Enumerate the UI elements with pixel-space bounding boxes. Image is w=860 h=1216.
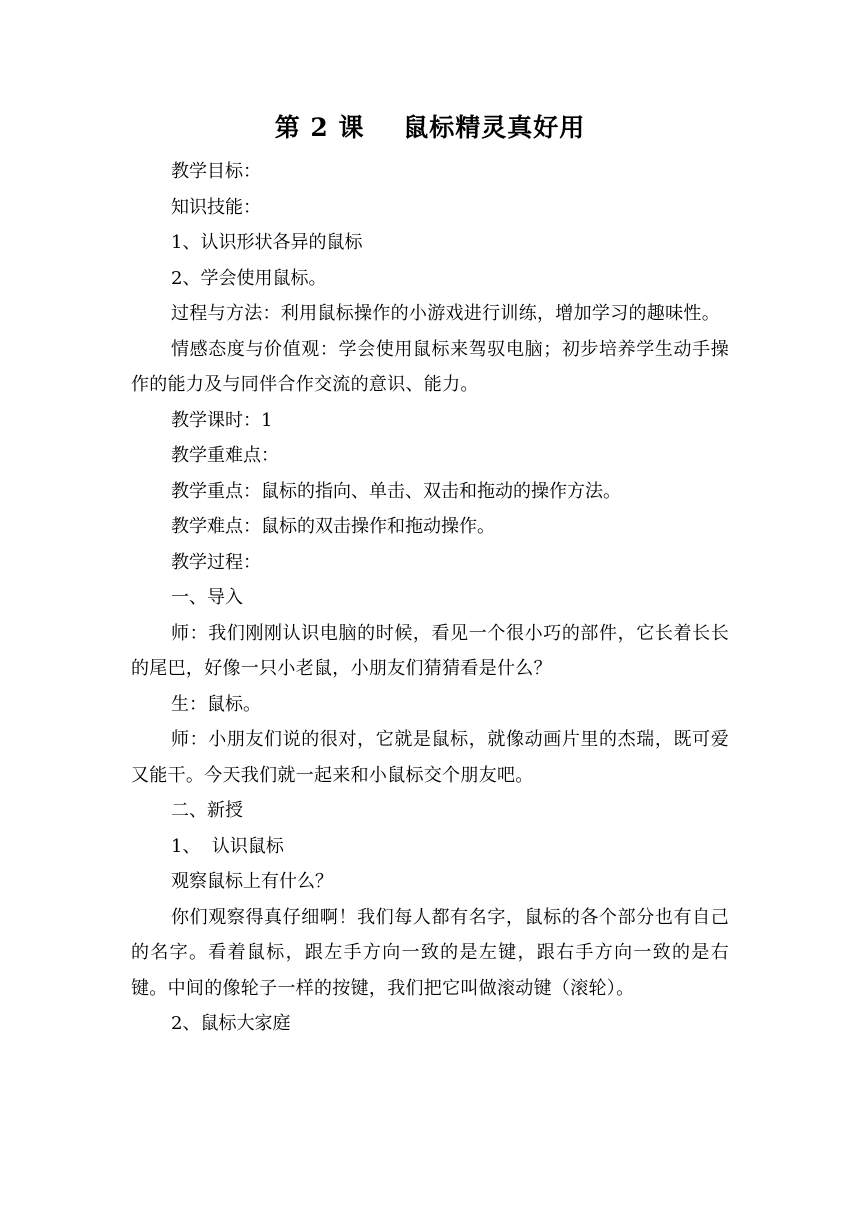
lesson-title: 第 2 课 鼠标精灵真好用 — [274, 113, 586, 142]
paragraph-process-method: 过程与方法：利用鼠标操作的小游戏进行训练，增加学习的趣味性。 — [171, 303, 720, 324]
paragraph-teaching-process: 教学过程： — [171, 551, 261, 573]
paragraph-difficult-points: 教学难点：鼠标的双击操作和拖动操作。 — [171, 516, 495, 537]
paragraph-teacher-response: 师：小朋友们说的很对，它就是鼠标，就像动画片里的杰瑞，既可爱又能干。今天我们就一起来和小鼠标交个朋友吧。 — [131, 729, 729, 786]
paragraph-mouse-family: 2、鼠标大家庭 — [171, 1013, 291, 1034]
paragraph-mouse-parts: 你们观察得真仔细啊！我们每人都有名字，鼠标的各个部分也有自己的名字。看着鼠标，跟左手方向一致的是左键，跟右手方向一致的是右键。中间的像轮子一样的按键，我们把它叫做滚动键（滚轮）。 — [131, 906, 729, 999]
paragraph-skill-1: 1、认识形状各异的鼠标 — [171, 232, 363, 253]
paragraph-key-difficulties: 教学重难点： — [171, 445, 279, 466]
document-page — [131, 108, 729, 1042]
paragraph-know-mouse: 1、 认识鼠标 — [171, 835, 284, 857]
paragraph-observe-mouse: 观察鼠标上有什么？ — [171, 871, 333, 892]
paragraph-skill-2: 2、学会使用鼠标。 — [171, 267, 327, 289]
paragraph-section-intro: 一、导入 — [171, 587, 243, 608]
paragraph-section-new: 二、新授 — [171, 800, 243, 821]
paragraph-attitude-values: 情感态度与价值观：学会使用鼠标来驾驭电脑；初步培养学生动手操作的能力及与同伴合作交流的意识、能力。 — [131, 338, 729, 395]
paragraph-student-answer: 生：鼠标。 — [171, 693, 261, 715]
paragraph-teaching-goals: 教学目标： — [171, 161, 261, 182]
paragraph-class-hours: 教学课时：1 — [171, 409, 273, 431]
paragraph-teacher-question: 师：我们刚刚认识电脑的时候，看见一个很小巧的部件，它长着长长的尾巴，好像一只小老鼠，小朋友们猜猜看是什么？ — [131, 622, 729, 679]
paragraph-knowledge-skills: 知识技能： — [171, 196, 261, 218]
paragraph-key-points: 教学重点：鼠标的指向、单击、双击和拖动的操作方法。 — [171, 480, 621, 502]
